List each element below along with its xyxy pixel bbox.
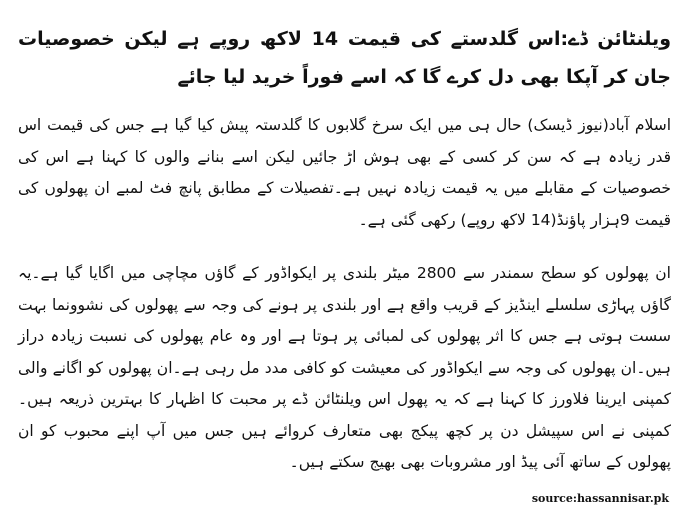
article-paragraph-1: اسلام آباد(نیوز ڈیسک) حال ہی میں ایک سرخ گلابوں کا گلدستہ پیش کیا گیا ہے جس کی قیمت اس قدر زیادہ ہے کہ سن کر کسی کے بھی ہوش اڑ جائیں لیکن اسے بنانے والوں کا کہنا ہے اس کی خصوصیات کے مقابلے میں یہ قیمت زیادہ نہیں ہے۔تفصیلات کے مطابق پانچ فٹ لمبے ان پھولوں کی قیمت 9ہزار پاؤنڈ(14 لاکھ روپے) رکھی گئی ہے۔ bbox=[18, 116, 671, 229]
article bbox=[18, 20, 671, 501]
article-paragraph-2: ان پھولوں کو سطح سمندر سے 2800 میٹر بلندی پر ایکواڈور کے گاؤں مچاچی میں اگایا گیا ہے۔یہ گاؤں پہاڑی سلسلے اینڈیز کے قریب واقع ہے اور بلندی پر ہونے کی وجہ سے پھولوں کی نشوونما بہت سست ہوتی ہے جس کا اثر پھولوں کی لمبائی پر ہوتا ہے اور وہ عام پھولوں کی نسبت زیادہ دراز ہیں۔ان پھولوں کی وجہ سے ایکواڈور کی معیشت کو کافی مدد مل رہی ہے۔ان پھولوں کو اگانے والی کمپنی ایرینا فلاورز کا کہنا ہے کہ یہ پھول اس ویلنٹائن ڈے پر محبت کا اظہار کا بہترین ذریعہ ہیں۔کمپنی نے اس سپیشل دن پر کچھ پیکج بھی متعارف کروائے ہیں جس میں آپ اپنے محبوب کو ان پھولوں کے ساتھ آئی پیڈ اور مشروبات بھی بھیج سکتے ہیں۔ bbox=[18, 264, 671, 471]
source-credit: source:hassannisar.pk bbox=[531, 492, 669, 505]
article-headline: ویلنٹائن ڈے:اس گلدستے کی قیمت 14 لاکھ روپے ہے لیکن خصوصیات جان کر آپکا بھی دل کرے گا کہ اسے فوراً خرید لیا جائے bbox=[18, 28, 671, 88]
